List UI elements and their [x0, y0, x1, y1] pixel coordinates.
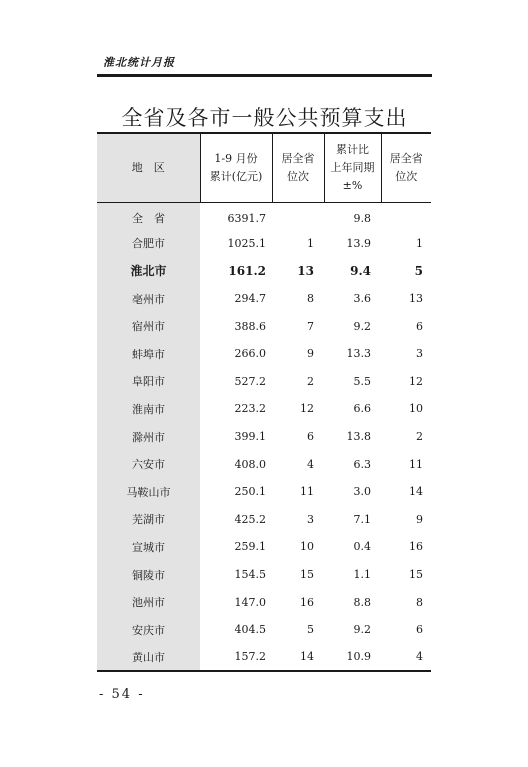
- amount-cell: 408.0: [234, 457, 266, 471]
- rank-amount-cell: 7: [307, 319, 314, 333]
- region-cell: 淮北市: [97, 257, 200, 285]
- rank-amount-cell: 16: [300, 595, 314, 609]
- growth-cell: 9.2: [353, 623, 371, 637]
- col-header-growth-line1: 累计比: [336, 142, 369, 156]
- table-row: [97, 450, 431, 478]
- growth-cell: 0.4: [353, 540, 371, 554]
- region-cell: 芜湖市: [97, 506, 200, 534]
- col-header-region-label: 地 区: [131, 160, 165, 174]
- rank-amount-cell: 14: [272, 644, 324, 672]
- amount-cell: 266.0: [234, 347, 266, 361]
- col-header-rank-amount-line2: 位次: [287, 169, 309, 183]
- amount-cell: 157.2: [200, 644, 272, 672]
- col-header-region: [97, 133, 200, 202]
- amount-cell: 1025.1: [227, 236, 266, 250]
- amount-cell: 250.1: [234, 485, 266, 499]
- growth-cell: 9.8: [353, 211, 371, 225]
- table-row: [97, 644, 431, 672]
- growth-cell: 3.6: [353, 292, 371, 306]
- region-cell: 铜陵市: [97, 561, 200, 589]
- region-cell: 马鞍山市: [97, 478, 200, 506]
- rank-amount-cell: 5: [307, 623, 314, 637]
- rank-growth-cell: 16: [409, 540, 423, 554]
- rank-amount-cell: [272, 202, 324, 230]
- growth-cell: 3.0: [353, 485, 371, 499]
- region-cell: 六安市: [97, 450, 200, 478]
- amount-cell: 404.5: [234, 623, 266, 637]
- table-row: [97, 230, 431, 258]
- amount-cell: 154.5: [234, 568, 266, 582]
- amount-cell: 6391.7: [227, 211, 266, 225]
- rank-amount-cell: 1: [307, 236, 314, 250]
- table-row: [97, 368, 431, 396]
- growth-cell: 9.4: [350, 263, 371, 278]
- rank-amount-cell: 9: [307, 347, 314, 361]
- table-row: [97, 423, 431, 451]
- region-cell: 淮南市: [97, 395, 200, 423]
- region-cell: 阜阳市: [97, 368, 200, 396]
- growth-cell: 13.9: [346, 236, 371, 250]
- rank-amount-cell: 2: [307, 374, 314, 388]
- col-header-growth-line2: 上年同期: [330, 160, 375, 174]
- amount-cell: 425.2: [234, 512, 266, 526]
- amount-cell: 161.2: [228, 263, 266, 278]
- expenditure-table: [97, 132, 431, 672]
- amount-cell: 294.7: [234, 292, 266, 306]
- rank-growth-cell: 6: [416, 319, 423, 333]
- rank-amount-cell: 4: [307, 457, 314, 471]
- region-cell: 池州市: [97, 588, 200, 616]
- rank-amount-cell: 13: [297, 263, 314, 278]
- rank-amount-cell: 15: [300, 568, 314, 582]
- header-rule: [97, 74, 432, 77]
- growth-cell: 7.1: [353, 512, 371, 526]
- rank-growth-cell: 5: [414, 263, 423, 278]
- region-cell: 全 省: [97, 202, 200, 230]
- col-header-rank-amount-line1: 居全省: [281, 151, 315, 165]
- region-cell: 合肥市: [97, 230, 200, 258]
- amount-cell: 527.2: [234, 374, 266, 388]
- region-cell: 蚌埠市: [97, 340, 200, 368]
- table-row: [97, 340, 431, 368]
- growth-cell: 1.1: [353, 568, 371, 582]
- rank-growth-cell: [381, 202, 431, 230]
- table-row: [97, 561, 431, 589]
- rank-amount-cell: 6: [307, 430, 314, 444]
- region-cell: 宣城市: [97, 533, 200, 561]
- amount-cell: 147.0: [234, 595, 266, 609]
- table-row: [97, 588, 431, 616]
- col-header-amount-line2: 累计(亿元): [209, 169, 263, 183]
- table-row-highlighted: [97, 257, 431, 285]
- page-title: 全省及各市一般公共预算支出: [121, 106, 408, 131]
- rank-growth-cell: 2: [416, 430, 423, 444]
- rank-growth-cell: 12: [409, 374, 423, 388]
- rank-growth-cell: 8: [416, 595, 423, 609]
- region-cell: 亳州市: [97, 285, 200, 313]
- growth-cell: 10.9: [324, 644, 381, 672]
- col-header-growth: [324, 133, 381, 202]
- page-number: - 54 -: [99, 687, 145, 702]
- growth-cell: 13.3: [346, 347, 371, 361]
- rank-growth-cell: 14: [409, 485, 423, 499]
- table-header-row: [97, 133, 431, 202]
- rank-amount-cell: 8: [307, 292, 314, 306]
- col-header-growth-line3: ±%: [342, 178, 363, 192]
- rank-growth-cell: 4: [381, 644, 431, 672]
- amount-cell: 388.6: [234, 319, 266, 333]
- col-header-rank-growth: [381, 133, 431, 202]
- region-cell: 宿州市: [97, 312, 200, 340]
- region-cell: 安庆市: [97, 616, 200, 644]
- rank-amount-cell: 10: [300, 540, 314, 554]
- growth-cell: 6.3: [353, 457, 371, 471]
- growth-cell: 8.8: [353, 595, 371, 609]
- running-head: 淮北统计月报: [103, 56, 175, 69]
- growth-cell: 6.6: [353, 402, 371, 416]
- rank-growth-cell: 9: [416, 512, 423, 526]
- rank-growth-cell: 1: [416, 236, 423, 250]
- table-row: [97, 395, 431, 423]
- rank-growth-cell: 11: [409, 457, 423, 471]
- rank-growth-cell: 3: [416, 347, 423, 361]
- growth-cell: 13.8: [346, 430, 371, 444]
- col-header-amount: [200, 133, 272, 202]
- col-header-rank-growth-line2: 位次: [395, 169, 418, 183]
- rank-growth-cell: 10: [409, 402, 423, 416]
- amount-cell: 223.2: [234, 402, 266, 416]
- table-row: [97, 616, 431, 644]
- rank-growth-cell: 6: [416, 623, 423, 637]
- rank-growth-cell: 13: [409, 292, 423, 306]
- table-row: [97, 285, 431, 313]
- rank-amount-cell: 12: [300, 402, 314, 416]
- region-cell: 黄山市: [97, 644, 200, 672]
- rank-growth-cell: 15: [409, 568, 423, 582]
- table-row: [97, 478, 431, 506]
- table-row: [97, 312, 431, 340]
- col-header-rank-amount: [272, 133, 324, 202]
- col-header-rank-growth-line1: 居全省: [389, 151, 423, 165]
- rank-amount-cell: 3: [307, 512, 314, 526]
- growth-cell: 9.2: [353, 319, 371, 333]
- table-row: [97, 506, 431, 534]
- growth-cell: 5.5: [353, 374, 371, 388]
- col-header-amount-line1: 1-9 月份: [214, 151, 258, 165]
- table-row: [97, 533, 431, 561]
- region-cell: 滁州市: [97, 423, 200, 451]
- table-row: [97, 202, 431, 230]
- amount-cell: 399.1: [234, 430, 266, 444]
- amount-cell: 259.1: [234, 540, 266, 554]
- rank-amount-cell: 11: [300, 485, 314, 499]
